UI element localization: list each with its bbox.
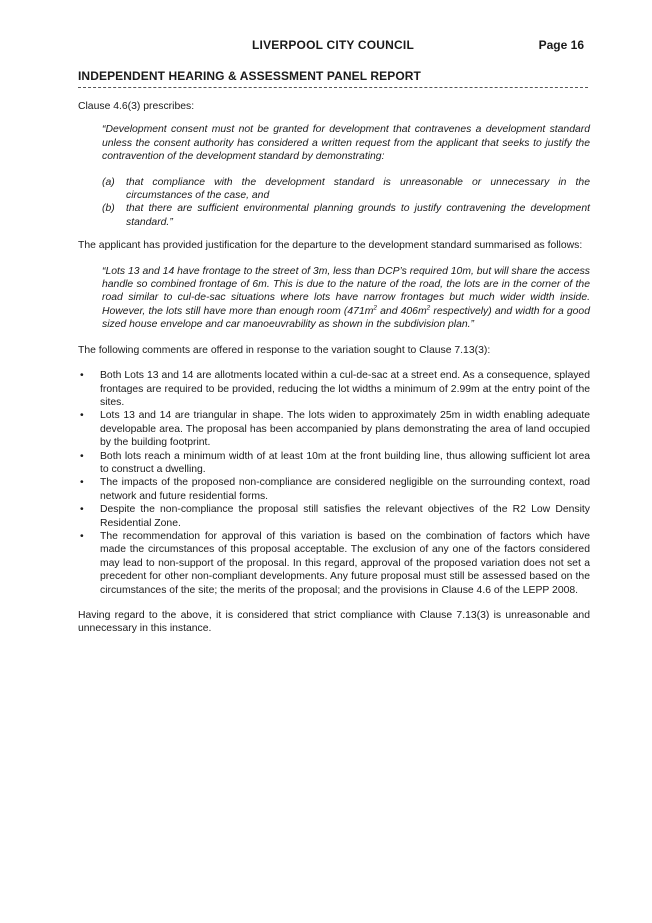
list-item-text: Both Lots 13 and 14 are allotments located within a cul-de-sac at a street end. As a consequence, splayed frontages are required to be provided, reducing the lot widths a minimum of 2.99m at the entry point of the sites. <box>100 370 590 408</box>
header-divider <box>78 87 588 88</box>
list-item <box>78 409 590 449</box>
list-item-text: The impacts of the proposed non-compliance are considered negligible on the surrounding context, road network and future residential forms. <box>100 477 590 502</box>
list-item <box>78 369 590 409</box>
applicant-quote-part: and 406m <box>377 305 427 317</box>
criteria-marker: (b) <box>102 203 115 215</box>
bullet-icon: • <box>80 410 84 422</box>
conclusion: Having regard to the above, it is considered that strict compliance with Clause 7.13(3) is unreasonable and unnecessary in this instance. <box>78 610 590 635</box>
list-item-text: The recommendation for approval of this variation is based on the combination of factors which have made the circumstances of this proposal acceptable. The exclusion of any one of the factors considered may lead to non-support of the proposal. In this regard, approval of the proposed variation does not set a precedent for other non-compliant developments. Any future proposal must still be assessed based on the circumstances of the site; the merits of the proposal; and the provisions in Clause 4.6 of the LEPP 2008. <box>100 530 590 596</box>
criteria-list <box>78 176 590 230</box>
clause-quote: “Development consent must not be granted for development that contravenes a development standard unless the consent authority has considered a written request from the applicant that seeks to justify the contravention of the development standard by demonstrating: <box>102 124 590 163</box>
applicant-quote-part: “Lots 13 and 14 have frontage to the street of 3m, less than DCP’s required 10m, but will share the access handle so combined frontage of 6m. This is due to the nature of the road, the lots are in the corner of the road similar to cul-de-sac situations where lots have narrow frontages but much wider width inside. However, the lots still have more than enough room (471m <box>102 265 590 317</box>
report-title: INDEPENDENT HEARING & ASSESSMENT PANEL REPORT <box>78 69 421 83</box>
comments-intro: The following comments are offered in response to the variation sought to Clause 7.13(3): <box>78 344 491 356</box>
applicant-intro: The applicant has provided justification for the departure to the development standard summarised as follows: <box>78 240 583 252</box>
applicant-quote <box>102 265 590 332</box>
report-body <box>78 100 590 636</box>
applicant-quote-part: respectively) and width for a good sized house envelope and car manoeuvrability as shown in the subdivision plan.” <box>102 305 590 331</box>
bullet-icon: • <box>80 504 84 516</box>
criteria-text: that compliance with the development standard is unreasonable or unnecessary in the circumstances of the case, and <box>126 176 590 202</box>
list-item-text: Both lots reach a minimum width of at least 10m at the front building line, thus allowing sufficient lot area to construct a dwelling. <box>100 450 590 475</box>
list-item-text: Lots 13 and 14 are triangular in shape. The lots widen to approximately 25m in width enabling adequate developable area. The proposal has been accompanied by plans demonstrating the area of land occupied by the building footprint. <box>100 410 590 449</box>
criteria-item <box>78 202 590 229</box>
bullet-icon: • <box>80 477 84 489</box>
bullet-icon: • <box>80 530 84 542</box>
superscript: 2 <box>373 304 377 312</box>
criteria-marker: (a) <box>102 176 115 188</box>
list-item <box>78 476 590 503</box>
criteria-text: that there are sufficient environmental planning grounds to justify contravening the development standard.” <box>126 203 590 228</box>
comments-list <box>78 369 590 597</box>
page-number: Page 16 <box>538 38 584 52</box>
council-name: LIVERPOOL CITY COUNCIL <box>252 38 414 52</box>
bullet-icon: • <box>80 450 84 462</box>
list-item <box>78 530 590 597</box>
list-item-text: Despite the non-compliance the proposal still satisfies the relevant objectives of the R2 Low Density Residential Zone. <box>100 504 590 529</box>
list-item <box>78 450 590 477</box>
superscript: 2 <box>426 304 431 312</box>
clause-intro: Clause 4.6(3) prescribes: <box>78 101 195 112</box>
list-item <box>78 503 590 530</box>
bullet-icon: • <box>80 370 84 382</box>
criteria-item <box>78 176 590 203</box>
